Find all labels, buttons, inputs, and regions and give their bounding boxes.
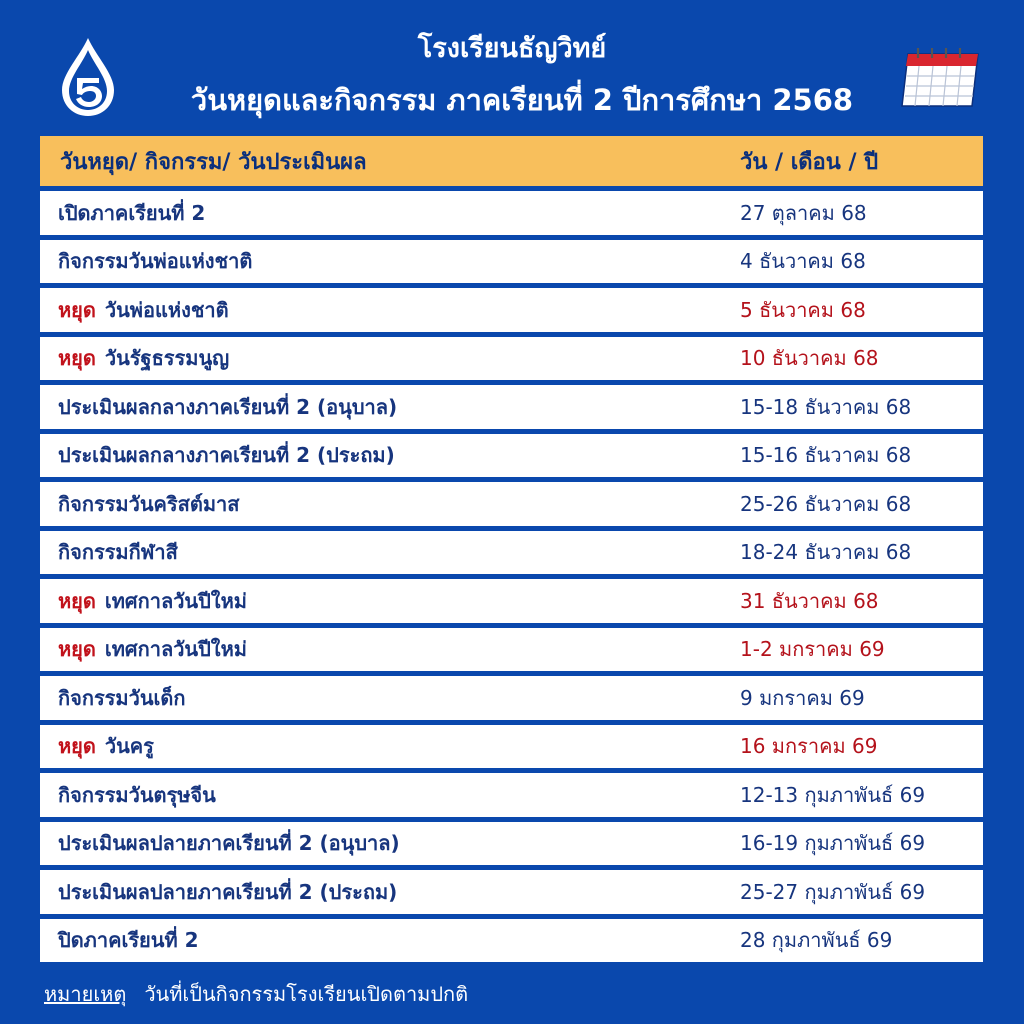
holiday-label: หยุด: [58, 588, 96, 613]
date-cell: 28 กุมภาพันธ์ 69: [740, 928, 893, 953]
date-cell: 15-16 ธันวาคม 68: [740, 443, 912, 468]
event-name: กิจกรรมกีฬาสี: [58, 540, 178, 565]
date-cell: 15-18 ธันวาคม 68: [740, 394, 912, 419]
date-cell: 16 มกราคม 69: [740, 734, 878, 759]
date-cell: 5 ธันวาคม 68: [740, 297, 866, 322]
school-name: โรงเรียนธัญวิทย์: [417, 33, 607, 64]
holiday-label: หยุด: [58, 297, 96, 322]
table-row: [40, 919, 983, 963]
event-name: ประเมินผลปลายภาคเรียนที่ 2 (อนุบาล): [58, 831, 400, 856]
event-cell: [40, 536, 740, 568]
schedule-table: [40, 136, 983, 962]
footnote: [44, 978, 468, 1010]
event-cell: [40, 197, 740, 229]
table-row: [40, 579, 983, 623]
event-cell: [40, 585, 740, 617]
event-cell: [40, 633, 740, 665]
holiday-label: หยุด: [58, 637, 96, 662]
event-name: วันพ่อแห่งชาติ: [104, 297, 229, 322]
date-cell: 9 มกราคม 69: [740, 685, 865, 710]
event-cell: [40, 294, 740, 326]
event-name: เทศกาลวันปีใหม่: [104, 637, 247, 662]
date-cell: 10 ธันวาคม 68: [740, 346, 879, 371]
table-row: [40, 725, 983, 769]
table-header: [40, 136, 983, 186]
event-cell: [40, 924, 740, 956]
event-name: วันรัฐธรรมนูญ: [104, 346, 230, 371]
event-name: ปิดภาคเรียนที่ 2: [58, 928, 199, 953]
table-row: [40, 337, 983, 381]
table-row: [40, 870, 983, 914]
footnote-label: หมายเหตุ: [44, 982, 127, 1006]
page-title: วันหยุดและกิจกรรม ภาคเรียนที่ 2 ปีการศึกษา 2568: [190, 83, 854, 117]
date-cell: 1-2 มกราคม 69: [740, 637, 885, 662]
table-row: [40, 385, 983, 429]
event-cell: [40, 488, 740, 520]
event-name: ประเมินผลกลางภาคเรียนที่ 2 (ประถม): [58, 443, 395, 468]
table-row: [40, 628, 983, 672]
table-row: [40, 822, 983, 866]
event-cell: [40, 876, 740, 908]
date-cell: 16-19 กุมภาพันธ์ 69: [740, 831, 926, 856]
date-cell: 27 ตุลาคม 68: [740, 200, 867, 225]
table-row: [40, 482, 983, 526]
event-cell: [40, 730, 740, 762]
event-name: ประเมินผลปลายภาคเรียนที่ 2 (ประถม): [58, 879, 398, 904]
event-cell: [40, 342, 740, 374]
date-cell: 18-24 ธันวาคม 68: [740, 540, 912, 565]
date-cell: 4 ธันวาคม 68: [740, 249, 866, 274]
table-row: [40, 434, 983, 478]
table-row: [40, 288, 983, 332]
event-cell: [40, 827, 740, 859]
event-name: วันครู: [104, 734, 154, 759]
event-name: กิจกรรมวันพ่อแห่งชาติ: [58, 249, 253, 274]
event-cell: [40, 439, 740, 471]
table-row: [40, 773, 983, 817]
date-cell: 25-27 กุมภาพันธ์ 69: [740, 879, 926, 904]
date-cell: 25-26 ธันวาคม 68: [740, 491, 912, 516]
table-row: [40, 240, 983, 284]
event-name: เทศกาลวันปีใหม่: [104, 588, 247, 613]
event-name: เปิดภาคเรียนที่ 2: [58, 200, 206, 225]
event-cell: [40, 391, 740, 423]
table-row: [40, 676, 983, 720]
column-header-event: วันหยุด/ กิจกรรม/ วันประเมินผล: [60, 149, 367, 175]
event-name: กิจกรรมวันเด็ก: [58, 685, 186, 710]
holiday-label: หยุด: [58, 346, 96, 371]
event-cell: [40, 682, 740, 714]
event-name: กิจกรรมวันตรุษจีน: [58, 782, 216, 807]
table-row: [40, 531, 983, 575]
event-cell: [40, 245, 740, 277]
event-name: กิจกรรมวันคริสต์มาส: [58, 491, 240, 516]
table-row: [40, 191, 983, 235]
holiday-label: หยุด: [58, 734, 96, 759]
table-body: [40, 191, 983, 962]
date-cell: 31 ธันวาคม 68: [740, 588, 879, 613]
event-cell: [40, 779, 740, 811]
column-header-date: วัน / เดือน / ปี: [740, 149, 879, 175]
date-cell: 12-13 กุมภาพันธ์ 69: [740, 782, 926, 807]
event-name: ประเมินผลกลางภาคเรียนที่ 2 (อนุบาล): [58, 394, 398, 419]
footnote-text: วันที่เป็นกิจกรรมโรงเรียนเปิดตามปกติ: [144, 982, 469, 1006]
